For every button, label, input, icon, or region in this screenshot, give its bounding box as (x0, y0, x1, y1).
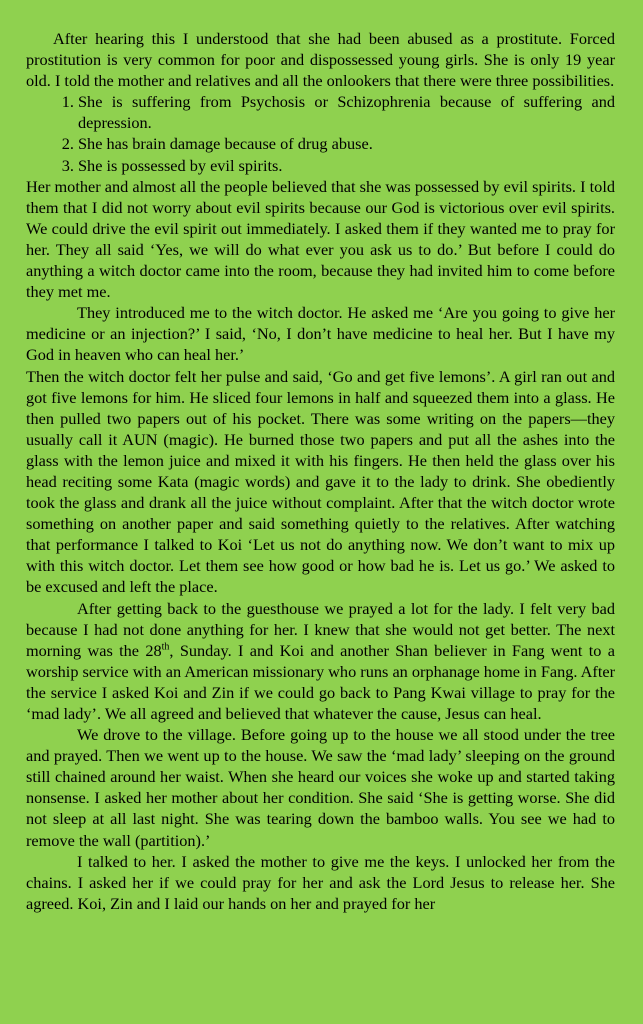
paragraph-3: They introduced me to the witch doctor. He asked me ‘Are you going to give her medicine or an injection?’ I said, ‘No, I don’t have medicine to heal her. But I have my God in heaven who can heal her.’ (26, 303, 615, 365)
possibilities-list (26, 91, 615, 175)
paragraph-7: I talked to her. I asked the mother to give me the keys. I unlocked her from the chains. I asked her if we could pray for her and ask the Lord Jesus to release her. She agreed. Koi, Zin and I laid our hands on her and prayed for her (26, 851, 615, 913)
paragraph-6: We drove to the village. Before going up to the house we all stood under the tree and prayed. Then we went up to the house. We saw the ‘mad lady’ sleeping on the ground still chained around her waist. When she heard our voices she woke up and started taking nonsense. I asked her mother about her condition. She said ‘She is getting worse. She did not sleep at all last night. She was tearing down the bamboo walls. You see we had to remove the wall (partition).’ (26, 725, 615, 850)
ordinal-suffix: th (161, 641, 170, 653)
paragraph-5 (26, 598, 615, 725)
paragraph-5-part-a: After getting back to the guesthouse we prayed a lot for the lady. I felt very bad because I had not done anything for her. I knew that she would not get better. The next morning was the 28 (26, 598, 615, 660)
paragraph-1: After hearing this I understood that she had been abused as a prostitute. Forced prostitution is very common for poor and dispossessed young girls. She is only 19 year old. I told the mother and relatives and all the onlookers that there were three possibilities. (26, 29, 615, 91)
paragraph-4: Then the witch doctor felt her pulse and said, ‘Go and get five lemons’. A girl ran out and got five lemons for him. He sliced four lemons in half and squeezed them into a glass. He then pulled two papers out of his pocket. There was some writing on the papers—they usually call it AUN (magic). He burned those two papers and put all the ashes into the glass with the lemon juice and mixed it with his fingers. He then held the glass over his head reciting some Kata (magic words) and gave it to the lady to drink. She obediently took the glass and drank all the juice without complaint. After that the witch doctor wrote something on another paper and said something quietly to the relatives. After watching that performance I talked to Koi ‘Let us not do anything now. We don’t want to mix up with this witch doctor. Let them see how good or how bad he is. Let us go.’ We asked to be excused and left the place. (26, 366, 615, 597)
paragraph-2: Her mother and almost all the people believed that she was possessed by evil spirits. I told them that I did not worry about evil spirits because our God is victorious over evil spirits. We could drive the evil spirit out immediately. I asked them if they wanted me to pray for her. They all said ‘Yes, we will do what ever you ask us to do.’ But before I could do anything a witch doctor came into the room, because they had invited him to come before they met me. (26, 176, 615, 302)
list-item: 2. She has brain damage because of drug abuse. (78, 133, 615, 154)
paragraph-5-part-b: , Sunday. I and Koi and another Shan believer in Fang went to a worship service with an American missionary who runs an orphanage home in Fang. After the service I asked Koi and Zin if we could go back to Pang Kwai village to pray for the ‘mad lady’. We all agreed and believed that whatever the cause, Jesus can heal. (26, 640, 615, 723)
list-item: 1. She is suffering from Psychosis or Schizophrenia because of suffering and depression. (78, 91, 615, 133)
list-item: 3. She is possessed by evil spirits. (78, 155, 615, 176)
